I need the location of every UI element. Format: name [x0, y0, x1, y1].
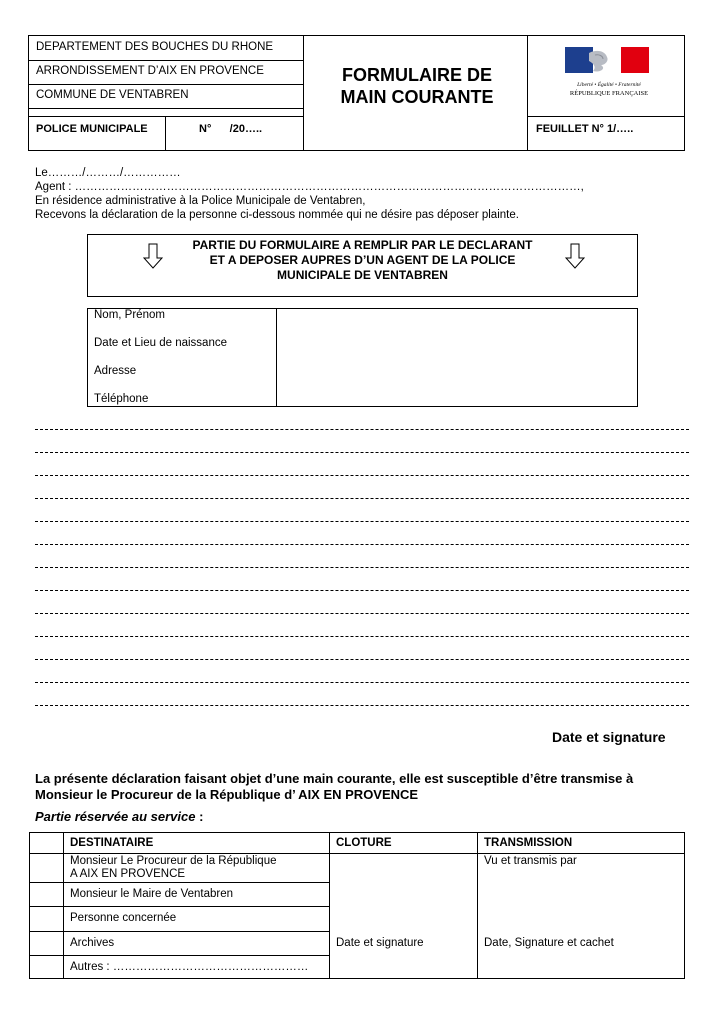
title-line-1: FORMULAIRE DE: [342, 65, 492, 85]
identity-table: [87, 308, 638, 407]
cloture-date-signature: Date et signature: [336, 937, 424, 949]
identity-input-area[interactable]: [278, 309, 637, 406]
agent-line: Agent : ……………………………………………………………………………………………………………………,: [35, 181, 584, 193]
logo-name: RÉPUBLIQUE FRANÇAISE: [569, 90, 649, 97]
dashed-line: [35, 705, 689, 706]
date-line: Le………/………/……………: [35, 167, 181, 179]
transmission-notice: [35, 771, 633, 803]
declarant-instruction-box: [87, 234, 638, 297]
police-municipale-label: POLICE MUNICIPALE: [36, 123, 148, 135]
commune-label: COMMUNE DE VENTABREN: [36, 89, 189, 101]
reserved-colon: :: [195, 809, 204, 824]
notice-line-2: Monsieur le Procureur de la République d’ AIX EN PROVENCE: [35, 787, 419, 802]
reserved-section-heading: [35, 809, 203, 824]
row-maire: Monsieur le Maire de Ventabren: [70, 888, 234, 900]
residence-line: En résidence administrative à la Police Municipale de Ventabren,: [35, 195, 366, 207]
transmis-par-label: Vu et transmis par: [484, 855, 577, 867]
dashed-line: [35, 613, 689, 614]
row-archives: Archives: [70, 937, 115, 949]
logo-motto: Liberté • Égalité • Fraternité: [577, 82, 641, 88]
dashed-line: [35, 475, 689, 476]
declarant-line-2: ET A DEPOSER AUPRES D’UN AGENT DE LA POLICE: [209, 253, 516, 267]
title-line-2: MAIN COURANTE: [340, 87, 494, 107]
header-transmission: TRANSMISSION: [484, 837, 573, 849]
row-procureur: [70, 855, 276, 881]
dashed-line: [35, 567, 689, 568]
dashed-line: [35, 544, 689, 545]
header-destinataire: DESTINATAIRE: [70, 837, 154, 849]
name-label: Nom, Prénom: [94, 309, 165, 321]
declaration-line: Recevons la déclaration de la personne ci-dessous nommée qui ne désire pas déposer plainte.: [35, 209, 519, 221]
dashed-line: [35, 452, 689, 453]
procureur-line-2: A AIX EN PROVENCE: [70, 868, 186, 880]
dashed-line: [35, 659, 689, 660]
feuillet-field: FEUILLET N° 1/…..: [536, 123, 634, 135]
dashed-line: [35, 636, 689, 637]
declarant-line-3: MUNICIPALE DE VENTABREN: [277, 268, 448, 282]
address-label: Adresse: [94, 365, 137, 377]
dashed-line: [35, 498, 689, 499]
transmission-date-signature: Date, Signature et cachet: [484, 937, 614, 949]
phone-label: Téléphone: [94, 393, 149, 405]
arrow-down-icon: [565, 243, 585, 269]
dashed-line: [35, 590, 689, 591]
signature-label: Date et signature: [552, 729, 666, 745]
row-autres: Autres : ……………………………………………: [70, 961, 309, 973]
dashed-line: [35, 682, 689, 683]
birth-label: Date et Lieu de naissance: [94, 337, 227, 349]
dashed-line: [35, 429, 689, 430]
procureur-line-1: Monsieur Le Procureur de la République: [70, 855, 277, 867]
header-cloture: CLOTURE: [336, 837, 392, 849]
declarant-line-1: PARTIE DU FORMULAIRE A REMPLIR PAR LE DECLARANT: [192, 238, 533, 252]
header-table: [28, 35, 685, 151]
republique-francaise-logo: [559, 45, 659, 103]
page-title: [305, 64, 529, 108]
row-personne: Personne concernée: [70, 912, 177, 924]
marianne-icon: [559, 45, 659, 75]
dashed-line: [35, 521, 689, 522]
arrondissement-label: ARRONDISSEMENT D’AIX EN PROVENCE: [36, 65, 264, 77]
notice-line-1: La présente déclaration faisant objet d’une main courante, elle est susceptible d’être transmise à: [35, 771, 634, 786]
reserved-label: Partie réservée au service: [35, 809, 196, 824]
department-label: DEPARTEMENT DES BOUCHES DU RHONE: [36, 41, 274, 53]
form-number-field: N° /20…..: [199, 123, 263, 135]
service-table: [29, 832, 685, 979]
